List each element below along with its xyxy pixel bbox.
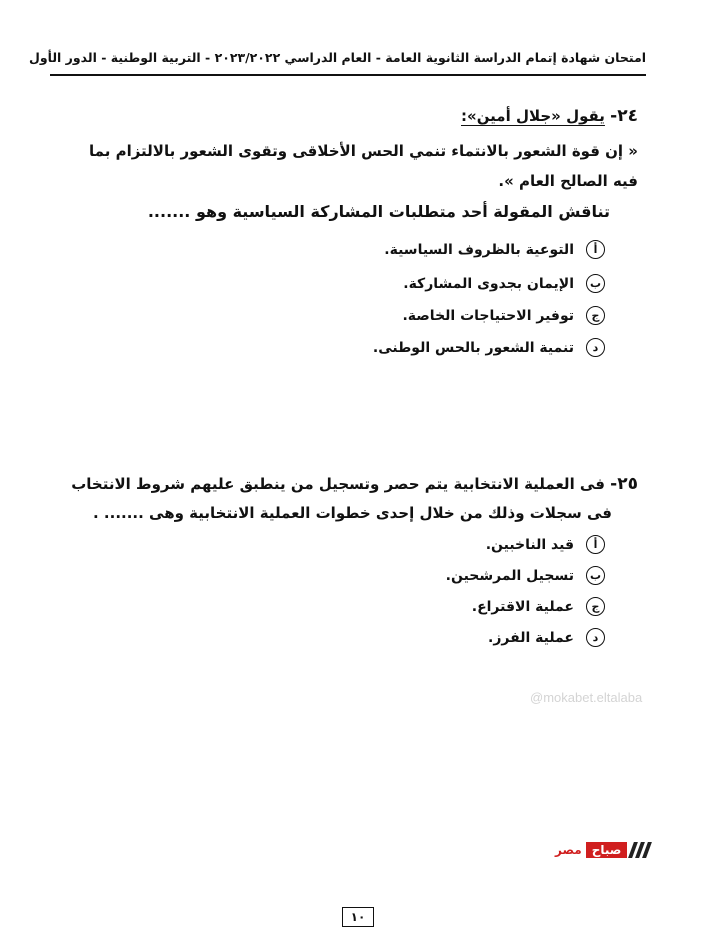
option-letter-b: ب [586, 566, 605, 585]
option-text: توفير الاحتياجات الخاصة. [402, 307, 574, 324]
option-text: الإيمان بجدوى المشاركة. [403, 275, 574, 292]
option-letter-c: ج [586, 306, 605, 325]
option-text: تسجيل المرشحين. [445, 567, 574, 584]
option-text: التوعية بالظروف السياسية. [384, 241, 574, 258]
option-letter-a: أ [586, 535, 605, 554]
page-number: ١٠ [342, 907, 374, 927]
question-24-option-b[interactable] [403, 274, 605, 293]
option-text: قيد الناخبين. [485, 536, 574, 553]
question-24-number: ٢٤- [610, 106, 638, 126]
question-24-quote-line1: « إن قوة الشعور بالانتماء تنمي الحس الأخلاقى وتقوى الشعور بالالتزام بما [89, 142, 638, 160]
option-text: تنمية الشعور بالحس الوطنى. [372, 339, 574, 356]
option-letter-b: ب [586, 274, 605, 293]
question-25-line2: فى سجلات وذلك من خلال إحدى خطوات العملية الانتخابية وهى ....... . [93, 504, 612, 522]
option-letter-a: أ [586, 240, 605, 259]
question-24-option-a[interactable] [384, 240, 605, 259]
question-24-option-c[interactable] [402, 306, 605, 325]
question-25-option-b[interactable] [446, 566, 605, 585]
logo-word-sabah: صباح [586, 842, 628, 858]
logo-word-masr: مصر [555, 843, 582, 857]
brand-logo [555, 842, 649, 858]
question-25-number: ٢٥- [610, 474, 638, 494]
question-25-option-c[interactable] [472, 597, 605, 616]
exam-header: امتحان شهادة إتمام الدراسة الثانوية العامة - العام الدراسي ٢٠٢٣/٢٠٢٢ - التربية الوطنية - الدور الأول [29, 50, 646, 65]
option-text: عملية الاقتراع. [471, 598, 574, 615]
question-24-heading [461, 106, 638, 126]
logo-bars-icon [631, 842, 649, 858]
question-24-quote-line2: فيه الصالح العام ». [498, 172, 638, 190]
option-letter-d: د [586, 338, 605, 357]
header-divider [50, 74, 646, 76]
question-25-text-line1: فى العملية الانتخابية يتم حصر وتسجيل من ينطبق عليهم شروط الانتخاب [71, 475, 605, 493]
question-25-option-a[interactable] [486, 535, 605, 554]
option-letter-d: د [586, 628, 605, 647]
question-24-prompt: تناقش المقولة أحد متطلبات المشاركة السياسية وهو ....... [147, 202, 610, 221]
option-text: عملية الفرز. [488, 629, 574, 646]
question-24-speaker: يقول «جلال أمين»: [461, 107, 605, 125]
watermark: @mokabet.eltalaba [530, 690, 643, 705]
question-25-line1 [71, 474, 638, 494]
option-letter-c: ج [586, 597, 605, 616]
question-25-option-d[interactable] [488, 628, 605, 647]
question-24-option-d[interactable] [373, 338, 605, 357]
